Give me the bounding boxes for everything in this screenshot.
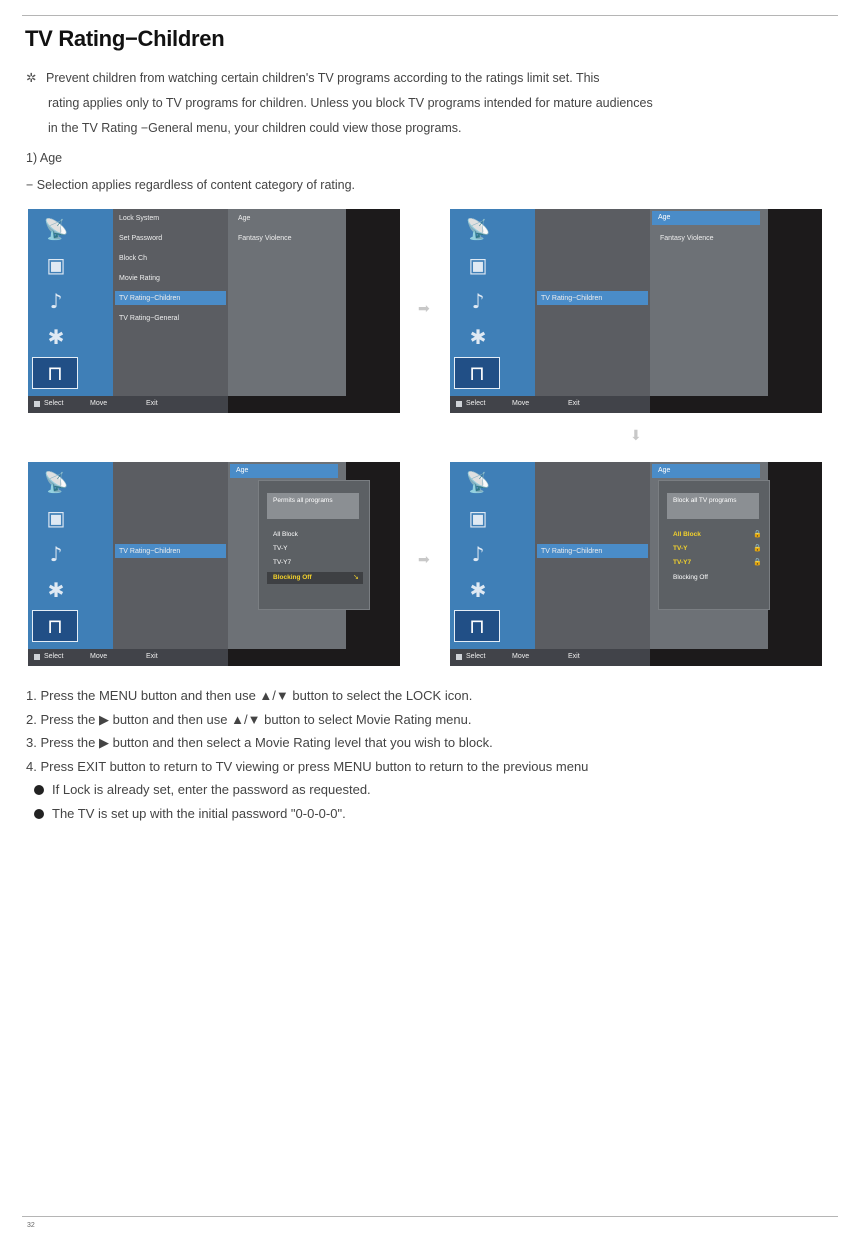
main-menu (535, 462, 650, 649)
popup-item: TV-Y7 (273, 559, 292, 566)
lock-icon: ⊓ (454, 610, 500, 642)
step-1: 1. Press the MENU button and then use ▲/▼ button to select the LOCK icon. (26, 688, 473, 703)
menu-item-selected: TV Rating−Children (541, 295, 603, 302)
submenu-highlight (652, 211, 760, 225)
page-number: 32 (27, 1222, 35, 1229)
footer-move: Move (512, 653, 530, 660)
note-2 (26, 802, 836, 826)
screenshot-step-4 (450, 462, 822, 666)
antenna-icon: 📡 (465, 470, 491, 494)
menu-item-selected: TV Rating−Children (119, 548, 181, 555)
footer-bar (28, 396, 228, 413)
antenna-icon: 📡 (465, 217, 491, 241)
footer-bar (28, 649, 228, 666)
step-2: 2. Press the ▶ button and then use ▲/▼ button to select Movie Rating menu. (26, 711, 472, 727)
note-1-text: If Lock is already set, enter the password as requested. (52, 782, 371, 797)
picture-icon: ▣ (46, 253, 66, 277)
footer-bar (450, 396, 650, 413)
footer-exit: Exit (568, 400, 580, 407)
select-key-icon (34, 654, 40, 660)
bottom-rule (22, 1216, 838, 1217)
right-arrow-icon: ➡ (418, 301, 430, 317)
footer-move: Move (90, 400, 108, 407)
picture-icon: ▣ (46, 506, 66, 530)
popup-status: Blocking Off (273, 574, 312, 581)
menu-item: Set Password (119, 235, 163, 242)
popup-item: All Block (273, 531, 298, 538)
menu-item: Block Ch (119, 255, 148, 262)
picture-icon: ▣ (468, 253, 488, 277)
menu-item: Movie Rating (119, 275, 160, 282)
popup-item: TV-Y (673, 545, 688, 552)
sound-icon: ♪ (471, 289, 485, 313)
antenna-icon: 📡 (43, 470, 69, 494)
icon-column (28, 209, 113, 396)
footer-bar (450, 649, 650, 666)
note-2-text: The TV is set up with the initial password "0-0-0-0". (52, 805, 346, 821)
lock-small-icon: 🔒 (753, 545, 762, 552)
popup-status: Blocking Off (673, 574, 708, 581)
note-1 (26, 778, 836, 802)
footer-select: Select (44, 400, 64, 407)
submenu-item: Age (238, 215, 251, 222)
menu-item: TV Rating−General (119, 315, 180, 322)
popup-item: All Block (673, 531, 701, 538)
intro-text (26, 66, 832, 141)
down-arrow-icon: ⬇ (630, 428, 642, 444)
submenu-item: Fantasy Violence (660, 235, 714, 242)
submenu-item-selected: Age (658, 467, 671, 474)
setup-gear-icon: ✱ (47, 325, 65, 349)
submenu-highlight (652, 464, 760, 478)
submenu-item: Fantasy Violence (238, 235, 292, 242)
popup-item: TV-Y (273, 545, 288, 552)
screenshot-step-1 (28, 209, 400, 413)
page-title: TV Rating−Children (25, 26, 225, 51)
select-key-icon (456, 654, 462, 660)
footer-move: Move (90, 653, 108, 660)
sound-icon: ♪ (49, 542, 63, 566)
lock-icon: ⊓ (32, 357, 78, 389)
submenu-highlight (230, 464, 338, 478)
menu-item-selected: TV Rating−Children (541, 548, 603, 555)
bullet-icon (34, 809, 44, 819)
lock-icon: ⊓ (32, 610, 78, 642)
submenu (228, 209, 346, 396)
setup-gear-icon: ✱ (469, 325, 487, 349)
footer-select: Select (466, 653, 486, 660)
main-menu (535, 209, 650, 396)
right-arrow-icon: ➡ (418, 552, 430, 568)
icon-column (450, 462, 535, 649)
footer-select: Select (466, 400, 486, 407)
setup-gear-icon: ✱ (469, 578, 487, 602)
footer-exit: Exit (146, 400, 158, 407)
submenu-item-selected: Age (236, 467, 249, 474)
icon-column (450, 209, 535, 396)
popup-header-text: Block all TV programs (673, 497, 737, 504)
popup-header-text: Permits all programs (273, 497, 333, 504)
intro-line-1: Prevent children from watching certain children's TV programs according to the ratings limit set. This (46, 71, 600, 85)
picture-icon: ▣ (468, 506, 488, 530)
screenshot-step-3 (28, 462, 400, 666)
popup-header (667, 493, 759, 519)
footer-exit: Exit (568, 653, 580, 660)
main-menu (113, 209, 228, 396)
instruction-steps (26, 684, 836, 825)
submenu-item-selected: Age (658, 214, 671, 221)
bullet-icon (34, 785, 44, 795)
rating-popup (658, 480, 770, 610)
lock-small-icon: 🔒 (753, 531, 762, 538)
submenu (650, 209, 768, 396)
step-4: 4. Press EXIT button to return to TV viewing or press MENU button to return to the previous menu (26, 758, 589, 774)
sound-icon: ♪ (49, 289, 63, 313)
intro-line-3: in the TV Rating −General menu, your children could view those programs. (48, 121, 462, 135)
unlock-icon: ↘ (353, 574, 359, 581)
footer-select: Select (44, 653, 64, 660)
lock-icon: ⊓ (454, 357, 500, 389)
footer-move: Move (512, 400, 530, 407)
menu-item: Lock System (119, 215, 160, 222)
select-key-icon (456, 401, 462, 407)
antenna-icon: 📡 (43, 217, 69, 241)
rating-popup (258, 480, 370, 610)
lock-small-icon: 🔒 (753, 559, 762, 566)
section-label: 1) Age (26, 151, 63, 165)
menu-item-selected: TV Rating−Children (119, 295, 181, 302)
popup-item: TV-Y7 (673, 559, 692, 566)
step-3: 3. Press the ▶ button and then select a Movie Rating level that you wish to block. (26, 735, 493, 750)
top-rule (22, 15, 838, 16)
screenshot-step-2 (450, 209, 822, 413)
setup-gear-icon: ✱ (47, 578, 65, 602)
icon-column (28, 462, 113, 649)
sound-icon: ♪ (471, 542, 485, 566)
section-note: − Selection applies regardless of content category of rating. (26, 178, 356, 192)
select-key-icon (34, 401, 40, 407)
footer-exit: Exit (146, 653, 158, 660)
sparkle-icon: ✲ (26, 71, 37, 85)
popup-header (267, 493, 359, 519)
intro-line-2: rating applies only to TV programs for children. Unless you block TV programs intended for mature audiences (48, 96, 653, 110)
main-menu (113, 462, 228, 649)
